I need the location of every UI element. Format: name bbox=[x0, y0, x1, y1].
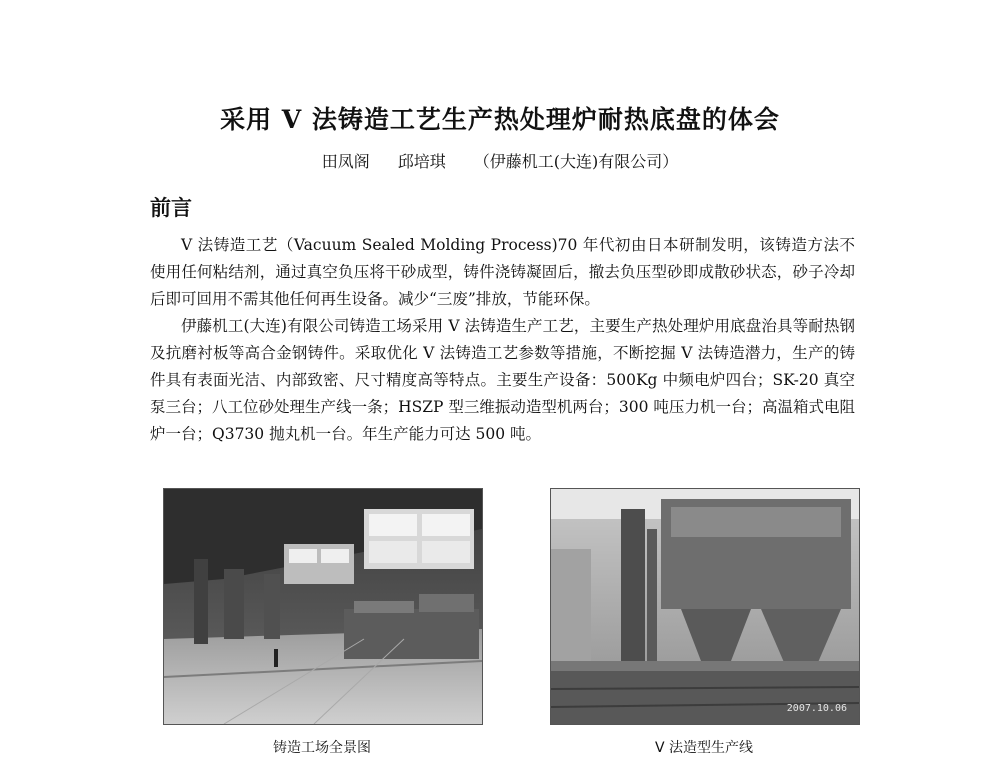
section-heading: 前言 bbox=[150, 195, 192, 220]
figure-caption: V 法造型生产线 bbox=[654, 740, 754, 756]
paragraph: 伊藤机工(大连)有限公司铸造工场采用 V 法铸造生产工艺，主要生产热处理炉用底盘治具等耐热钢及抗磨衬板等高合金钢铸件。采取优化 V 法铸造工艺参数等措施，不断挖掘 V 法铸造潜力，生产的铸件具有表面光洁、内部致密、尺寸精度高等特点。主要生产设备：500Kg 中频电炉四台；SK-20 真空泵三台；八工位砂处理生产线一条；HSZP 型三维振动造型机两台；300 吨压力机一台；高温箱式电阻炉一台；Q3730 抛丸机一台。年生产能力可达 500 吨。 bbox=[150, 317, 855, 443]
body-text bbox=[150, 232, 855, 448]
author-affiliation: （伊藤机工(大连)有限公司） bbox=[473, 152, 679, 171]
paragraph: V 法铸造工艺（Vacuum Sealed Molding Process)70 年代初由日本研制发明，该铸造方法不使用任何粘结剂，通过真空负压将干砂成型，铸件浇铸凝固后，撤去负压型砂即成散砂状态，砂子冷却后即可回用不需其他任何再生设备。减少“三废”排放，节能环保。 bbox=[150, 236, 855, 308]
author-name: 田凤阁 bbox=[321, 152, 370, 171]
figure-caption: 铸造工场全景图 bbox=[273, 740, 371, 756]
author-line bbox=[0, 149, 1000, 172]
workshop-photo-drawing bbox=[164, 489, 482, 724]
molding-line-photo-drawing bbox=[551, 489, 859, 724]
workshop-panorama-photo bbox=[163, 488, 483, 725]
author-name: 邱培琪 bbox=[397, 152, 446, 171]
photo-date-stamp: 2007.10.06 bbox=[786, 703, 847, 714]
molding-line-photo bbox=[550, 488, 860, 725]
paper-title: 采用 V 法铸造工艺生产热处理炉耐热底盘的体会 bbox=[220, 105, 780, 134]
